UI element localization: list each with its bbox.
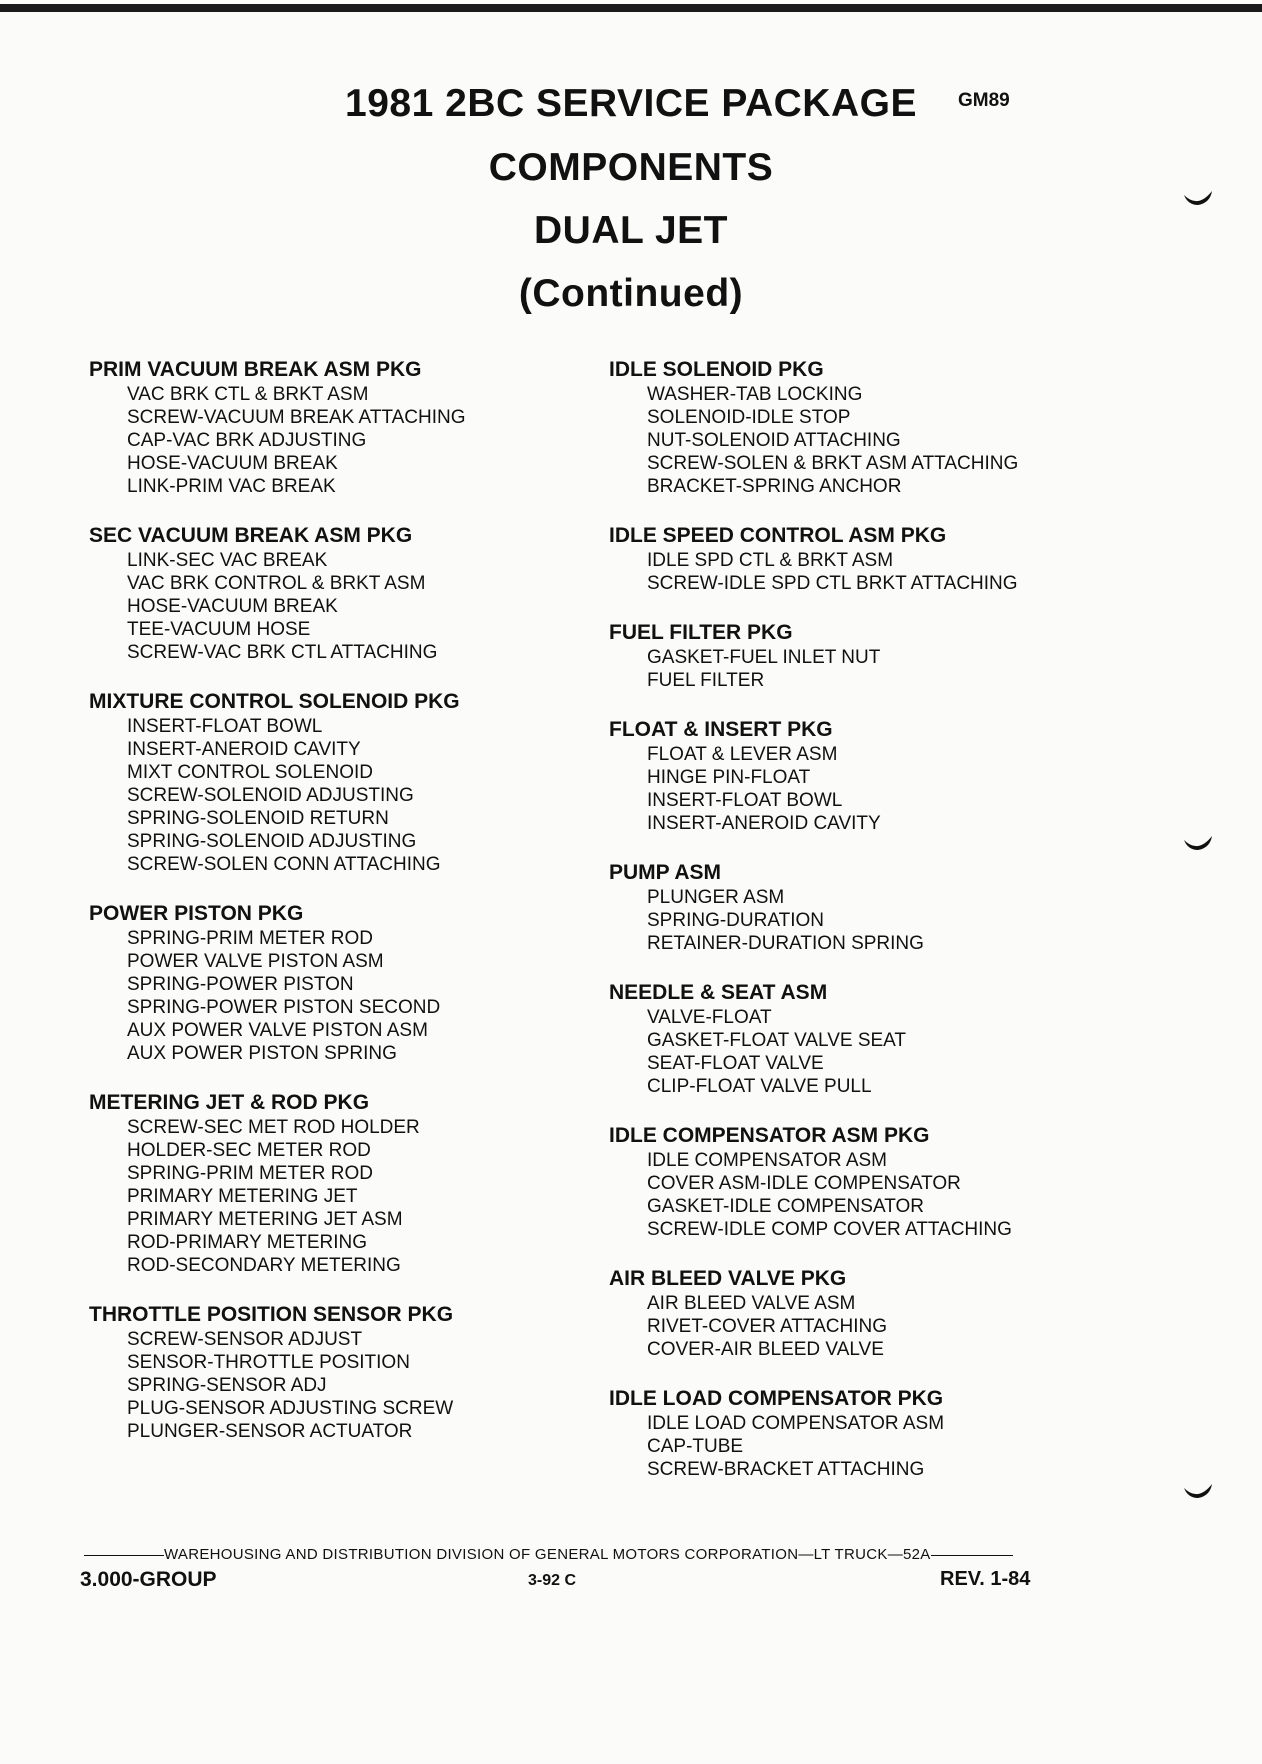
package-items-list bbox=[647, 1149, 1169, 1241]
package-item: CAP-VAC BRK ADJUSTING bbox=[127, 430, 367, 451]
package-heading: PRIM VACUUM BREAK ASM PKG bbox=[89, 358, 422, 381]
package-item: SCREW-VACUUM BREAK ATTACHING bbox=[127, 407, 466, 428]
package-item: SCREW-BRACKET ATTACHING bbox=[647, 1459, 925, 1480]
package-section bbox=[609, 860, 1169, 955]
package-item: ROD-PRIMARY METERING bbox=[127, 1232, 367, 1253]
package-section bbox=[89, 357, 609, 498]
package-section bbox=[609, 620, 1169, 692]
footer-division-line bbox=[84, 1546, 1047, 1563]
top-border-rule bbox=[0, 4, 1262, 12]
package-section bbox=[609, 1266, 1169, 1361]
package-item: ROD-SECONDARY METERING bbox=[127, 1255, 401, 1276]
page-title-line-2: COMPONENTS bbox=[488, 146, 774, 189]
package-section bbox=[609, 717, 1169, 835]
package-item: SPRING-PRIM METER ROD bbox=[127, 928, 373, 949]
package-item: SENSOR-THROTTLE POSITION bbox=[127, 1352, 410, 1373]
package-item: VAC BRK CONTROL & BRKT ASM bbox=[127, 573, 426, 594]
package-items-list bbox=[127, 1116, 609, 1277]
package-item: NUT-SOLENOID ATTACHING bbox=[647, 430, 901, 451]
package-items-list bbox=[127, 383, 609, 498]
package-item: HOSE-VACUUM BREAK bbox=[127, 596, 338, 617]
package-heading: POWER PISTON PKG bbox=[89, 902, 304, 925]
package-heading: MIXTURE CONTROL SOLENOID PKG bbox=[89, 690, 460, 713]
package-items-list bbox=[127, 549, 609, 664]
package-section bbox=[609, 357, 1169, 498]
package-item: BRACKET-SPRING ANCHOR bbox=[647, 476, 902, 497]
package-item: SPRING-SENSOR ADJ bbox=[127, 1375, 327, 1396]
package-heading: PUMP ASM bbox=[609, 861, 722, 884]
package-item: GASKET-FLOAT VALVE SEAT bbox=[647, 1030, 907, 1051]
package-item: SPRING-PRIM METER ROD bbox=[127, 1163, 373, 1184]
package-item: FLOAT & LEVER ASM bbox=[647, 744, 838, 765]
package-heading: NEEDLE & SEAT ASM bbox=[609, 981, 828, 1004]
package-item: SPRING-SOLENOID RETURN bbox=[127, 808, 389, 829]
package-item: VALVE-FLOAT bbox=[647, 1007, 772, 1028]
package-item: SCREW-SEC MET ROD HOLDER bbox=[127, 1117, 420, 1138]
footer-page-number: 3-92 C bbox=[528, 1572, 577, 1589]
footer-revision: REV. 1-84 bbox=[940, 1568, 1031, 1590]
package-item: CAP-TUBE bbox=[647, 1436, 744, 1457]
package-item: MIXT CONTROL SOLENOID bbox=[127, 762, 373, 783]
package-items-list bbox=[127, 927, 609, 1065]
package-heading: IDLE COMPENSATOR ASM PKG bbox=[609, 1124, 930, 1147]
binder-hole-mark-middle bbox=[1180, 820, 1216, 856]
package-item: SPRING-POWER PISTON bbox=[127, 974, 354, 995]
page-title-line-1: 1981 2BC SERVICE PACKAGE bbox=[345, 82, 917, 125]
package-item: WASHER-TAB LOCKING bbox=[647, 384, 863, 405]
package-item: SCREW-IDLE SPD CTL BRKT ATTACHING bbox=[647, 573, 1018, 594]
package-item: LINK-PRIM VAC BREAK bbox=[127, 476, 336, 497]
package-item: RETAINER-DURATION SPRING bbox=[647, 933, 924, 954]
package-item: IDLE SPD CTL & BRKT ASM bbox=[647, 550, 894, 571]
package-items-list bbox=[647, 383, 1169, 498]
package-heading: IDLE SOLENOID PKG bbox=[609, 358, 824, 381]
package-item: IDLE COMPENSATOR ASM bbox=[647, 1150, 888, 1171]
package-item: POWER VALVE PISTON ASM bbox=[127, 951, 384, 972]
package-heading: SEC VACUUM BREAK ASM PKG bbox=[89, 524, 413, 547]
package-section bbox=[89, 523, 609, 664]
package-item: PRIMARY METERING JET bbox=[127, 1186, 358, 1207]
right-column bbox=[609, 357, 1169, 1481]
package-heading: FUEL FILTER PKG bbox=[609, 621, 793, 644]
package-item: SCREW-VAC BRK CTL ATTACHING bbox=[127, 642, 438, 663]
package-items-list bbox=[647, 646, 1169, 692]
package-items-list bbox=[647, 1292, 1169, 1361]
package-item: COVER-AIR BLEED VALVE bbox=[647, 1339, 884, 1360]
package-section bbox=[609, 1386, 1169, 1481]
package-item: VAC BRK CTL & BRKT ASM bbox=[127, 384, 369, 405]
package-item: CLIP-FLOAT VALVE PULL bbox=[647, 1076, 872, 1097]
package-heading: FLOAT & INSERT PKG bbox=[609, 718, 833, 741]
package-item: INSERT-ANEROID CAVITY bbox=[647, 813, 881, 834]
document-id: GM89 bbox=[958, 90, 1010, 111]
package-items-list bbox=[127, 715, 609, 876]
package-items-list bbox=[647, 1412, 1169, 1481]
package-item: SOLENOID-IDLE STOP bbox=[647, 407, 851, 428]
package-item: GASKET-FUEL INLET NUT bbox=[647, 647, 881, 668]
package-item: PLUG-SENSOR ADJUSTING SCREW bbox=[127, 1398, 454, 1419]
binder-hole-mark-bottom bbox=[1180, 1468, 1216, 1504]
package-heading: METERING JET & ROD PKG bbox=[89, 1091, 370, 1114]
footer-division-text: WAREHOUSING AND DISTRIBUTION DIVISION OF GENERAL MOTORS CORPORATION—LT TRUCK—52A bbox=[164, 1546, 931, 1563]
package-item: INSERT-ANEROID CAVITY bbox=[127, 739, 361, 760]
package-item: SCREW-SENSOR ADJUST bbox=[127, 1329, 363, 1350]
page-title-line-3: DUAL JET bbox=[534, 209, 728, 252]
package-item: INSERT-FLOAT BOWL bbox=[127, 716, 323, 737]
left-column bbox=[89, 357, 609, 1443]
package-items-list bbox=[647, 549, 1169, 595]
package-item: PLUNGER-SENSOR ACTUATOR bbox=[127, 1421, 413, 1442]
package-items-list bbox=[127, 1328, 609, 1443]
package-item: AUX POWER VALVE PISTON ASM bbox=[127, 1020, 428, 1041]
package-item: TEE-VACUUM HOSE bbox=[127, 619, 311, 640]
package-item: GASKET-IDLE COMPENSATOR bbox=[647, 1196, 924, 1217]
package-item: SCREW-SOLEN CONN ATTACHING bbox=[127, 854, 441, 875]
package-item: SPRING-SOLENOID ADJUSTING bbox=[127, 831, 417, 852]
package-section bbox=[89, 1090, 609, 1277]
binder-hole-mark-top bbox=[1180, 175, 1216, 211]
package-item: SCREW-IDLE COMP COVER ATTACHING bbox=[647, 1219, 1012, 1240]
package-item: SCREW-SOLENOID ADJUSTING bbox=[127, 785, 414, 806]
package-items-list bbox=[647, 1006, 1169, 1098]
package-heading: AIR BLEED VALVE PKG bbox=[609, 1267, 847, 1290]
package-section bbox=[609, 523, 1169, 595]
footer-dash-right bbox=[931, 1555, 1013, 1556]
package-item: HOSE-VACUUM BREAK bbox=[127, 453, 338, 474]
package-heading: THROTTLE POSITION SENSOR PKG bbox=[89, 1303, 454, 1326]
package-section bbox=[89, 689, 609, 876]
package-item: RIVET-COVER ATTACHING bbox=[647, 1316, 887, 1337]
package-item: SCREW-SOLEN & BRKT ASM ATTACHING bbox=[647, 453, 1019, 474]
package-items-list bbox=[647, 886, 1169, 955]
package-section bbox=[89, 901, 609, 1065]
package-section bbox=[609, 1123, 1169, 1241]
package-items-list bbox=[647, 743, 1169, 835]
package-item: SEAT-FLOAT VALVE bbox=[647, 1053, 824, 1074]
package-item: SPRING-DURATION bbox=[647, 910, 824, 931]
footer-group-label: 3.000-GROUP bbox=[80, 1568, 217, 1591]
package-item: COVER ASM-IDLE COMPENSATOR bbox=[647, 1173, 961, 1194]
package-heading: IDLE LOAD COMPENSATOR PKG bbox=[609, 1387, 944, 1410]
package-heading: IDLE SPEED CONTROL ASM PKG bbox=[609, 524, 947, 547]
package-item: IDLE LOAD COMPENSATOR ASM bbox=[647, 1413, 945, 1434]
package-section bbox=[609, 980, 1169, 1098]
package-item: AUX POWER PISTON SPRING bbox=[127, 1043, 397, 1064]
package-item: HINGE PIN-FLOAT bbox=[647, 767, 811, 788]
package-item: SPRING-POWER PISTON SECOND bbox=[127, 997, 441, 1018]
package-item: INSERT-FLOAT BOWL bbox=[647, 790, 843, 811]
package-item: PLUNGER ASM bbox=[647, 887, 785, 908]
package-item: FUEL FILTER bbox=[647, 670, 765, 691]
package-item: PRIMARY METERING JET ASM bbox=[127, 1209, 403, 1230]
footer-dash-left bbox=[84, 1555, 164, 1556]
page-title-line-4: (Continued) bbox=[518, 272, 744, 315]
package-item: AIR BLEED VALVE ASM bbox=[647, 1293, 856, 1314]
package-item: HOLDER-SEC METER ROD bbox=[127, 1140, 371, 1161]
package-section bbox=[89, 1302, 609, 1443]
package-item: LINK-SEC VAC BREAK bbox=[127, 550, 328, 571]
